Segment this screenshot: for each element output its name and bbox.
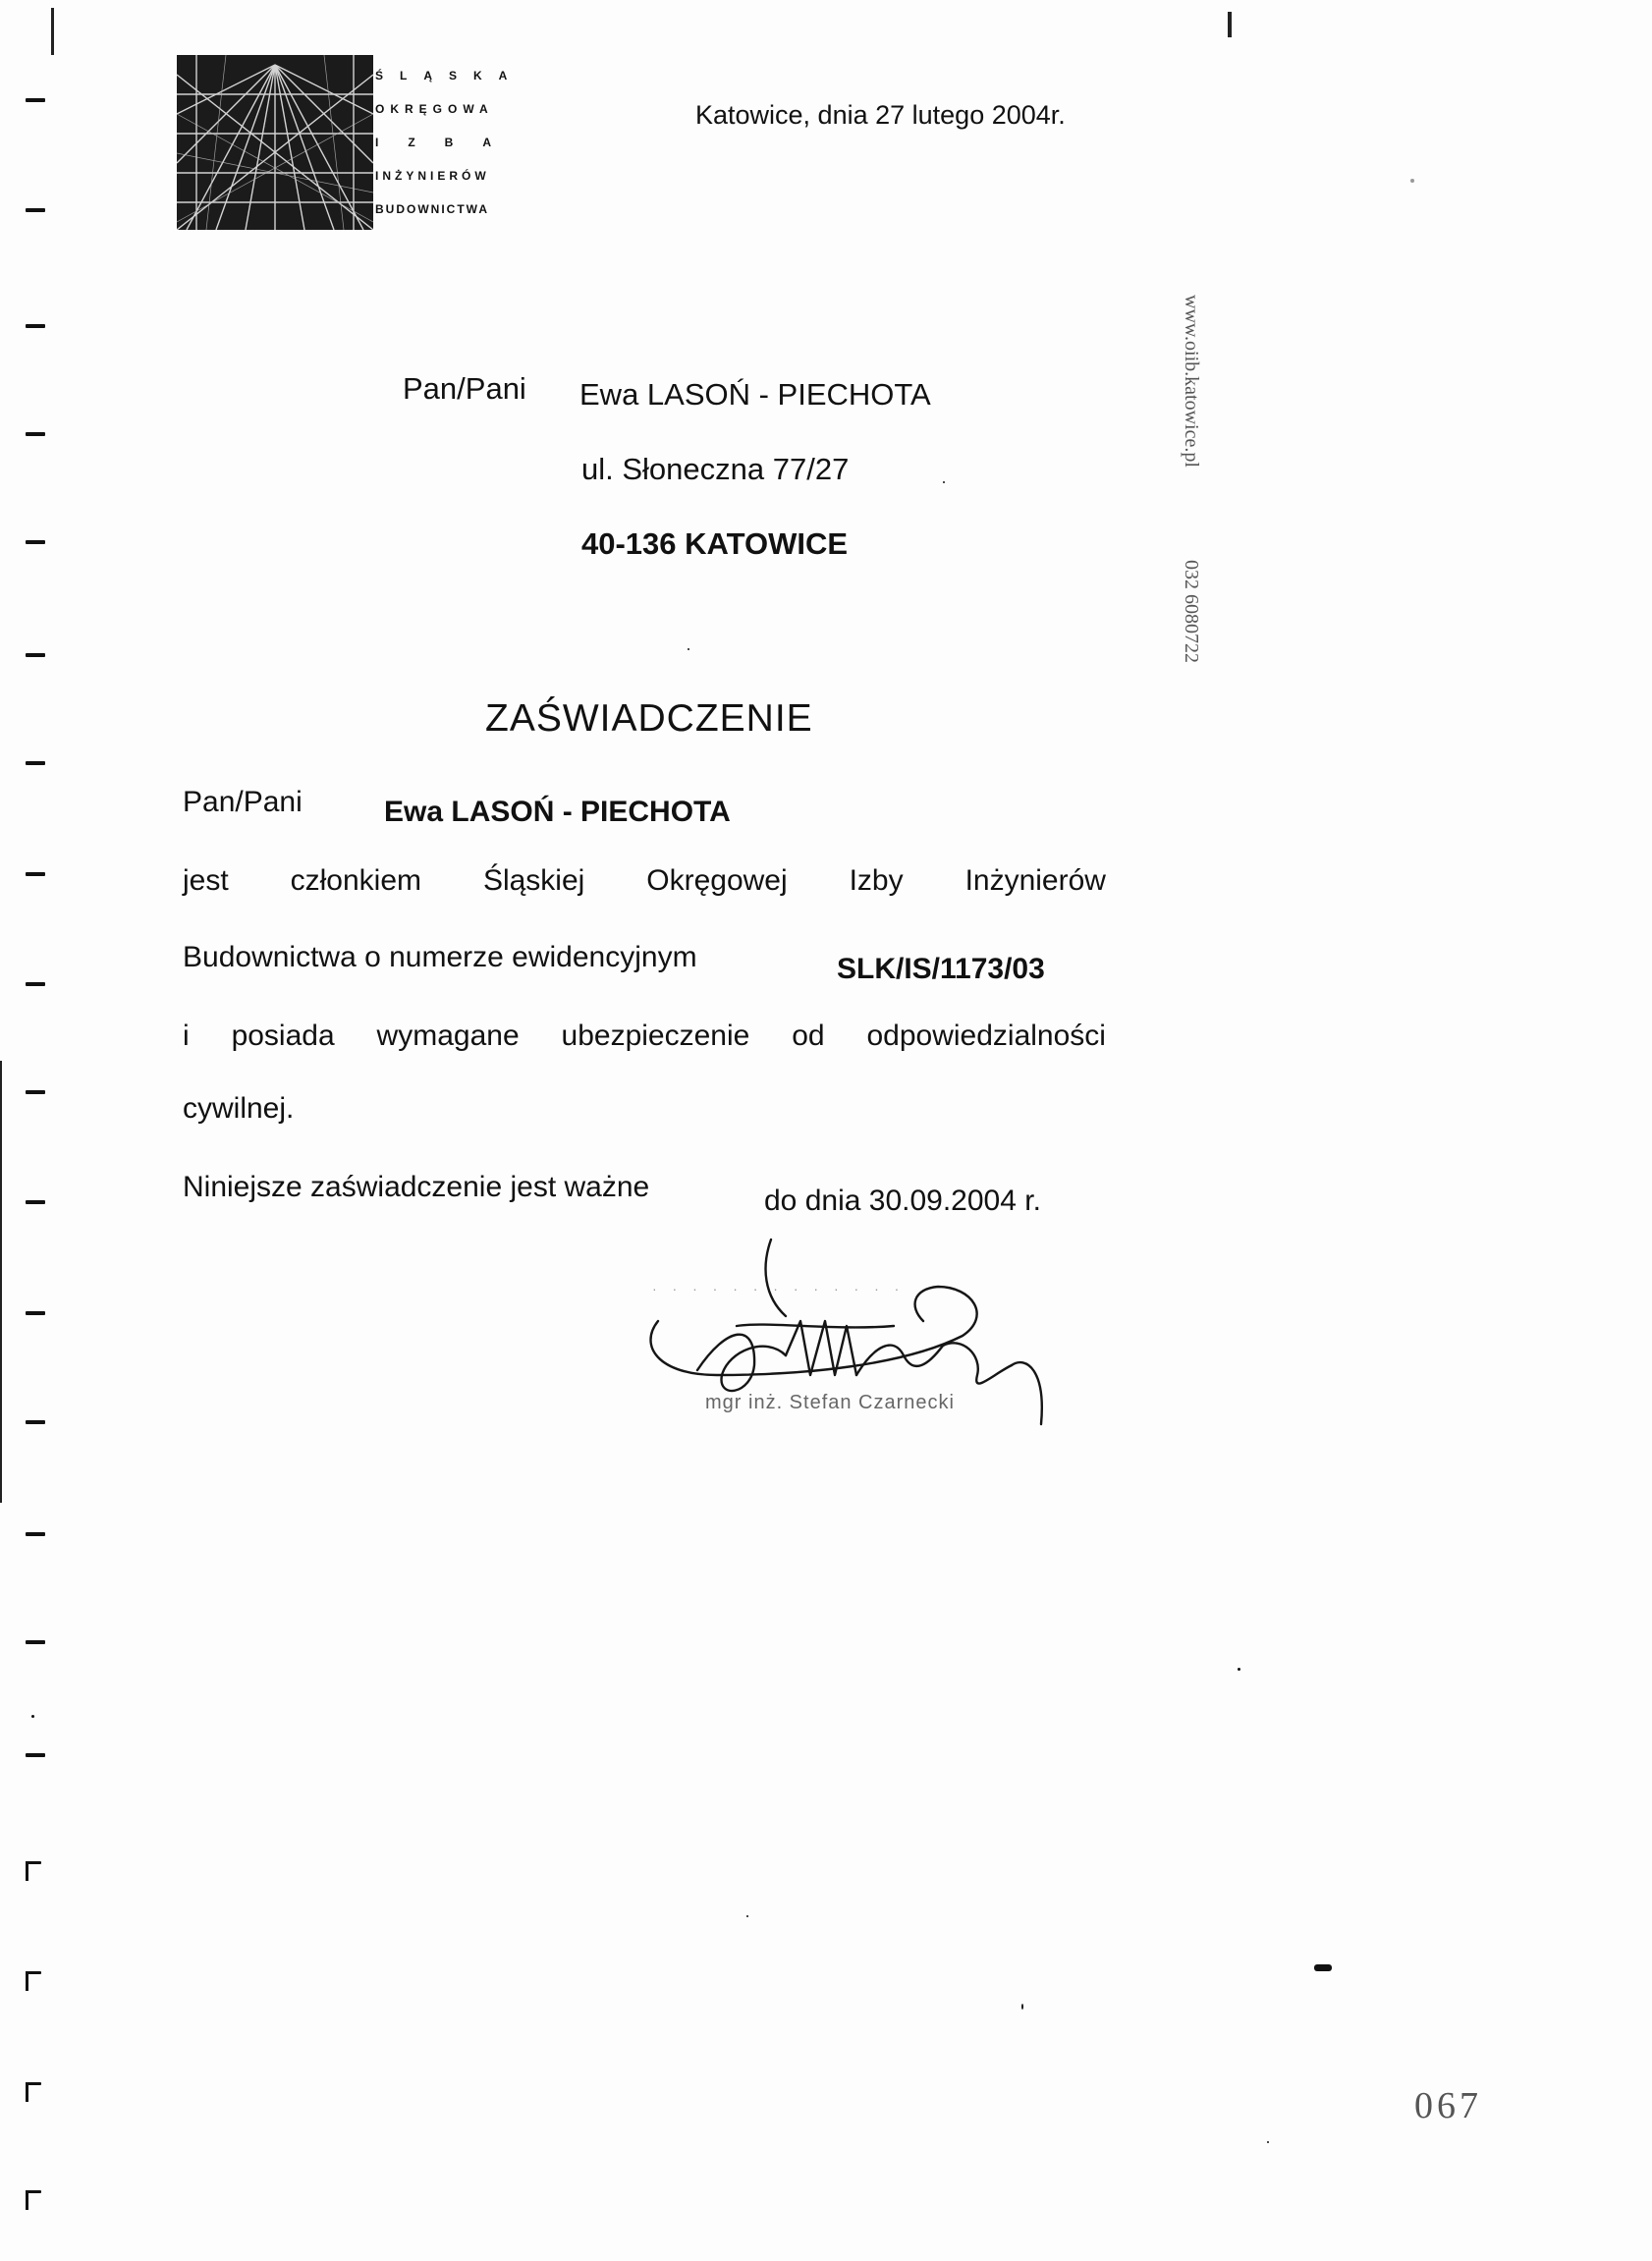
side-contact-phone: 032 6080722	[1181, 560, 1202, 663]
side-contact-url: www.oiib.katowice.pl	[1181, 295, 1202, 468]
body-line-2	[183, 941, 1045, 985]
scan-mark	[1228, 12, 1232, 37]
letterhead-text	[375, 59, 523, 226]
body-word: Inżynierów	[964, 864, 1106, 897]
side-contact-strip	[1181, 295, 1214, 1375]
margin-mark	[26, 1420, 45, 1424]
margin-mark	[26, 872, 45, 876]
body-word: wymagane	[376, 1020, 520, 1052]
scan-speck	[1238, 1668, 1240, 1671]
body-word: odpowiedzialności	[866, 1020, 1106, 1052]
document-title: ZAŚWIADCZENIE	[485, 697, 813, 740]
body-word: członkiem	[290, 864, 421, 897]
addressee-street: ul. Słoneczna 77/27	[581, 452, 850, 486]
page-number: 067	[1414, 2085, 1482, 2126]
margin-mark	[26, 1200, 45, 1204]
body-line-1	[183, 864, 1106, 898]
scan-speck	[1314, 1964, 1332, 1971]
validity-date: do dnia 30.09.2004 r.	[764, 1185, 1041, 1217]
margin-mark	[26, 2082, 41, 2085]
scan-speck	[1267, 2141, 1269, 2143]
scan-speck	[1021, 2004, 1023, 2010]
margin-mark	[26, 432, 45, 436]
validity-text: Niniejsze zaświadczenie jest ważne	[183, 1171, 650, 1203]
margin-mark	[26, 1861, 41, 1864]
scan-mark	[51, 8, 54, 55]
letterhead-line: INŻYNIERÓW	[375, 169, 490, 183]
margin-mark	[26, 982, 45, 986]
scan-speck	[688, 648, 689, 650]
body-word: od	[792, 1020, 825, 1052]
scan-speck	[1410, 179, 1414, 183]
logo-graphic	[177, 55, 373, 230]
margin-mark	[26, 98, 45, 102]
letter-date: Katowice, dnia 27 lutego 2004r.	[695, 100, 1066, 130]
margin-mark	[26, 761, 45, 765]
scan-speck	[746, 1915, 748, 1917]
body-word: Okręgowej	[646, 864, 788, 897]
validity-row	[183, 1171, 1041, 1217]
body-line-4	[183, 1092, 294, 1126]
margin-mark	[26, 540, 45, 544]
addressee-name: Ewa LASOŃ - PIECHOTA	[579, 377, 931, 412]
margin-mark	[26, 324, 45, 328]
margin-mark	[26, 2190, 41, 2193]
letterhead-line: BUDOWNICTWA	[375, 202, 489, 216]
body-name: Ewa LASOŃ - PIECHOTA	[384, 796, 731, 828]
body-word: ubezpieczenie	[561, 1020, 750, 1052]
addressee-salutation: Pan/Pani	[403, 371, 526, 406]
letterhead-line: ŚLĄSKA	[375, 69, 524, 83]
signature-caption: mgr inż. Stefan Czarnecki	[705, 1392, 955, 1413]
body-word: posiada	[231, 1020, 335, 1052]
margin-mark	[26, 1090, 45, 1094]
body-word: Izby	[849, 864, 904, 897]
body-line-3	[183, 1020, 1106, 1053]
margin-mark	[26, 1311, 45, 1315]
body-word: jest	[183, 864, 229, 897]
margin-mark	[26, 208, 45, 212]
body-word: Śląskiej	[482, 864, 585, 897]
stamp-residue: · · · · · · · · · · · · ·	[652, 1281, 906, 1296]
scan-speck	[31, 1715, 34, 1718]
letterhead-line: IZBA	[375, 136, 521, 149]
registration-number: SLK/IS/1173/03	[837, 953, 1045, 985]
body-salutation: Pan/Pani	[183, 786, 303, 818]
body-word: i	[183, 1020, 190, 1052]
addressee-city: 40-136 KATOWICE	[581, 526, 849, 561]
margin-mark	[26, 653, 45, 657]
margin-mark	[26, 1753, 45, 1757]
body-line-4-text: cywilnej.	[183, 1092, 295, 1125]
margin-mark	[26, 1532, 45, 1536]
binder-line	[0, 1061, 2, 1503]
letterhead-line: OKRĘGOWA	[375, 102, 494, 116]
body-salutation-row	[183, 786, 731, 828]
margin-mark	[26, 1640, 45, 1644]
scan-speck	[943, 481, 945, 483]
margin-mark	[26, 1971, 41, 1974]
body-line-2-text: Budownictwa o numerze ewidencyjnym	[183, 941, 697, 973]
logo	[177, 55, 373, 230]
